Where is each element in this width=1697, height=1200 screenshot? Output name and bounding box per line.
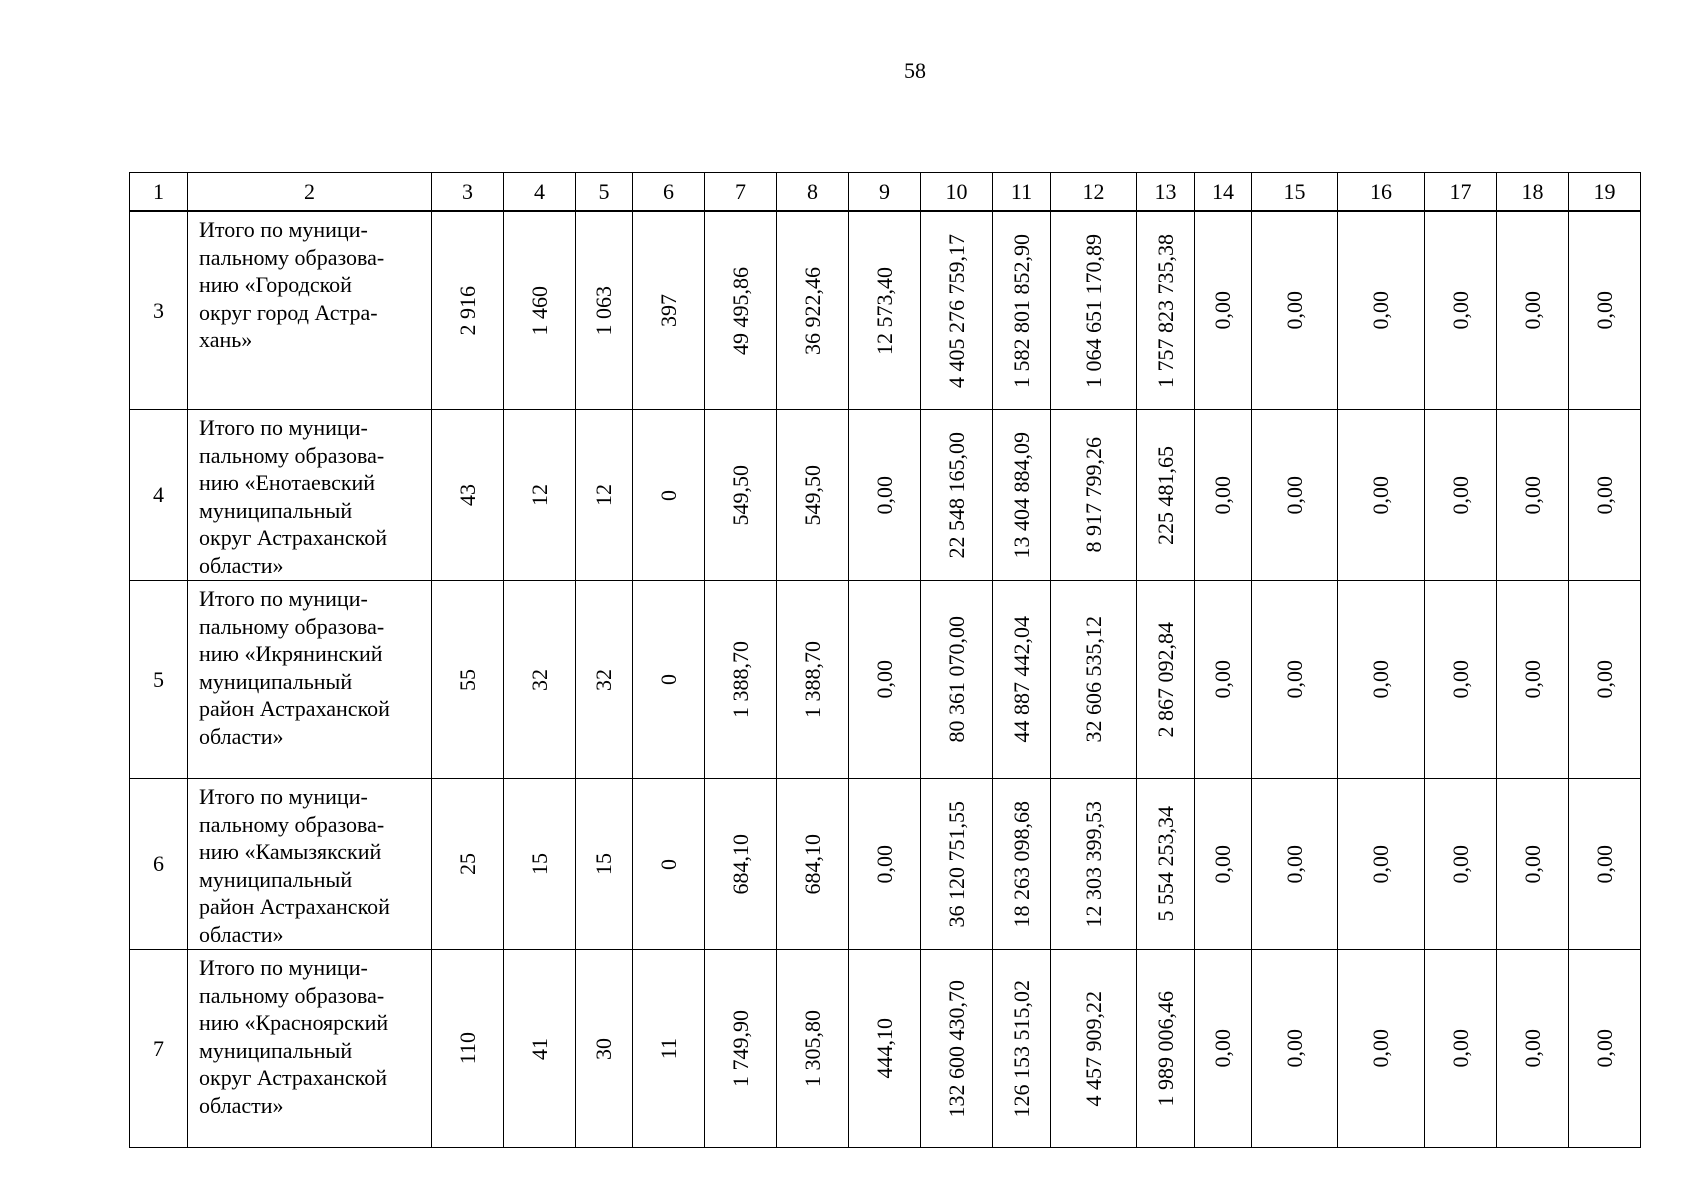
header-cell: 19 bbox=[1569, 173, 1641, 212]
value-text: 55 bbox=[454, 668, 480, 691]
value-cell bbox=[633, 410, 705, 581]
header-cell: 14 bbox=[1195, 173, 1252, 212]
value-cell bbox=[1195, 211, 1252, 410]
value-text: 0 bbox=[655, 674, 681, 685]
value-text: 1 989 006,46 bbox=[1152, 990, 1178, 1107]
value-text: 0,00 bbox=[1591, 475, 1617, 515]
value-text: 44 887 442,04 bbox=[1008, 616, 1034, 743]
value-text: 12 bbox=[591, 484, 616, 506]
value-text: 0,00 bbox=[1368, 475, 1393, 515]
value-text: 0,00 bbox=[1591, 660, 1617, 699]
value-text: 18 263 098,68 bbox=[1008, 800, 1034, 928]
header-cell: 2 bbox=[188, 173, 432, 212]
value-text: 2 916 bbox=[454, 285, 480, 336]
table-row bbox=[130, 410, 1641, 581]
value-text: 36 120 751,55 bbox=[943, 800, 969, 928]
value-cell bbox=[432, 581, 504, 779]
value-cell bbox=[849, 410, 921, 581]
value-text: 0,00 bbox=[1519, 660, 1545, 699]
value-cell bbox=[576, 779, 633, 950]
header-cell: 1 bbox=[130, 173, 188, 212]
value-text: 12 303 399,53 bbox=[1080, 800, 1106, 928]
value-text: 12 bbox=[526, 484, 552, 506]
value-cell bbox=[1137, 950, 1195, 1148]
value-cell bbox=[1425, 950, 1497, 1148]
value-text: 0,00 bbox=[1519, 1029, 1545, 1068]
value-text: 0,00 bbox=[1210, 844, 1235, 884]
value-cell bbox=[432, 410, 504, 581]
value-text: 0,00 bbox=[1591, 844, 1617, 884]
value-cell bbox=[921, 950, 993, 1148]
value-cell bbox=[1569, 581, 1641, 779]
value-cell bbox=[1569, 950, 1641, 1148]
value-text: 0,00 bbox=[1519, 844, 1545, 884]
value-text: 1 388,70 bbox=[799, 641, 825, 718]
value-cell bbox=[1497, 950, 1569, 1148]
header-cell: 3 bbox=[432, 173, 504, 212]
value-cell bbox=[1425, 779, 1497, 950]
value-cell bbox=[1252, 410, 1338, 581]
value-cell bbox=[1252, 950, 1338, 1148]
value-cell bbox=[921, 581, 993, 779]
value-text: 0,00 bbox=[1210, 291, 1235, 330]
row-number: 4 bbox=[130, 410, 188, 581]
row-number: 5 bbox=[130, 581, 188, 779]
value-cell bbox=[1137, 211, 1195, 410]
value-text: 25 bbox=[454, 853, 480, 875]
value-cell bbox=[849, 581, 921, 779]
table-row bbox=[130, 211, 1641, 410]
value-cell bbox=[1497, 410, 1569, 581]
value-text: 32 bbox=[591, 668, 616, 691]
data-table bbox=[129, 172, 1641, 1148]
table-row bbox=[130, 950, 1641, 1148]
value-text: 0 bbox=[655, 858, 681, 870]
value-text: 0,00 bbox=[1368, 660, 1393, 699]
value-cell bbox=[633, 581, 705, 779]
value-cell bbox=[777, 211, 849, 410]
value-text: 49 495,86 bbox=[727, 266, 753, 355]
header-cell: 6 bbox=[633, 173, 705, 212]
value-cell bbox=[993, 581, 1051, 779]
value-text: 12 573,40 bbox=[871, 266, 897, 355]
value-text: 22 548 165,00 bbox=[943, 431, 969, 559]
value-text: 549,50 bbox=[799, 464, 825, 526]
value-cell bbox=[1497, 581, 1569, 779]
value-cell bbox=[1497, 779, 1569, 950]
value-cell bbox=[921, 779, 993, 950]
value-text: 1 749,90 bbox=[727, 1010, 753, 1087]
value-cell bbox=[1338, 950, 1425, 1148]
value-cell bbox=[1195, 581, 1252, 779]
value-text: 5 554 253,34 bbox=[1152, 806, 1178, 922]
header-cell: 12 bbox=[1051, 173, 1137, 212]
value-cell bbox=[921, 211, 993, 410]
value-cell bbox=[633, 779, 705, 950]
value-cell bbox=[1195, 950, 1252, 1148]
value-cell bbox=[1569, 410, 1641, 581]
value-text: 684,10 bbox=[799, 833, 825, 895]
row-number: 7 bbox=[130, 950, 188, 1148]
value-text: 41 bbox=[526, 1037, 552, 1060]
value-cell bbox=[1425, 581, 1497, 779]
value-text: 11 bbox=[655, 1037, 681, 1060]
value-cell bbox=[705, 211, 777, 410]
header-cell: 18 bbox=[1497, 173, 1569, 212]
value-text: 1 582 801 852,90 bbox=[1008, 233, 1034, 388]
value-cell bbox=[1252, 581, 1338, 779]
value-text: 36 922,46 bbox=[799, 266, 825, 355]
value-cell bbox=[1195, 779, 1252, 950]
page-number: 58 bbox=[904, 58, 926, 83]
table-row bbox=[130, 779, 1641, 950]
value-cell bbox=[1569, 211, 1641, 410]
value-text: 0,00 bbox=[1591, 1029, 1617, 1068]
value-text: 126 153 515,02 bbox=[1008, 979, 1034, 1118]
value-text: 0,00 bbox=[1447, 844, 1473, 884]
value-text: 1 063 bbox=[591, 285, 616, 336]
value-text: 0,00 bbox=[1210, 1029, 1235, 1068]
header-cell: 7 bbox=[705, 173, 777, 212]
value-cell bbox=[504, 581, 576, 779]
value-cell bbox=[1051, 211, 1137, 410]
value-cell bbox=[576, 581, 633, 779]
value-text: 0,00 bbox=[1447, 1029, 1473, 1068]
value-cell bbox=[504, 211, 576, 410]
value-cell bbox=[849, 211, 921, 410]
value-text: 397 bbox=[655, 294, 681, 327]
value-text: 30 bbox=[591, 1037, 616, 1060]
value-cell bbox=[705, 779, 777, 950]
value-text: 1 305,80 bbox=[799, 1010, 825, 1087]
value-text: 0,00 bbox=[1210, 660, 1235, 699]
value-cell bbox=[1338, 581, 1425, 779]
municipality-name: Итого по муници- пальному образова- нию «Красноярский муниципальный округ Астраханской области» bbox=[188, 950, 432, 1148]
value-cell bbox=[777, 581, 849, 779]
value-cell bbox=[1252, 211, 1338, 410]
value-cell bbox=[504, 950, 576, 1148]
value-text: 0,00 bbox=[1281, 291, 1307, 330]
value-cell bbox=[1051, 410, 1137, 581]
municipality-name: Итого по муници- пальному образова- нию «Икрянинский муниципальный район Астраханской области» bbox=[188, 581, 432, 779]
value-cell bbox=[705, 410, 777, 581]
value-text: 0,00 bbox=[1281, 475, 1307, 515]
value-cell bbox=[1338, 410, 1425, 581]
value-cell bbox=[777, 950, 849, 1148]
value-text: 0,00 bbox=[1210, 475, 1235, 515]
value-text: 444,10 bbox=[871, 1018, 897, 1079]
value-text: 549,50 bbox=[727, 464, 753, 526]
value-cell bbox=[993, 410, 1051, 581]
value-cell bbox=[849, 950, 921, 1148]
value-text: 0 bbox=[655, 489, 681, 501]
value-text: 0,00 bbox=[1447, 660, 1473, 699]
value-cell bbox=[432, 211, 504, 410]
value-text: 0,00 bbox=[1281, 660, 1307, 699]
row-number: 3 bbox=[130, 211, 188, 410]
value-text: 13 404 884,09 bbox=[1008, 431, 1034, 559]
value-cell bbox=[705, 581, 777, 779]
value-cell bbox=[1137, 581, 1195, 779]
value-text: 32 606 535,12 bbox=[1080, 616, 1106, 743]
header-row bbox=[130, 173, 1641, 212]
value-text: 0,00 bbox=[1368, 844, 1393, 884]
value-cell bbox=[1497, 211, 1569, 410]
value-cell bbox=[1338, 779, 1425, 950]
value-cell bbox=[705, 950, 777, 1148]
value-cell bbox=[993, 950, 1051, 1148]
value-cell bbox=[432, 779, 504, 950]
value-cell bbox=[1338, 211, 1425, 410]
value-text: 0,00 bbox=[1591, 291, 1617, 330]
value-text: 0,00 bbox=[1447, 475, 1473, 515]
value-text: 0,00 bbox=[1519, 291, 1545, 330]
value-text: 225 481,65 bbox=[1152, 445, 1178, 545]
value-cell bbox=[504, 410, 576, 581]
value-cell bbox=[849, 779, 921, 950]
value-cell bbox=[1195, 410, 1252, 581]
value-text: 2 867 092,84 bbox=[1152, 621, 1178, 738]
municipality-name: Итого по муници- пальному образова- нию «Городской округ город Астра- хань» bbox=[188, 211, 432, 410]
value-text: 43 bbox=[454, 484, 480, 506]
value-text: 0,00 bbox=[1368, 1029, 1393, 1068]
value-text: 110 bbox=[454, 1032, 480, 1065]
header-cell: 17 bbox=[1425, 173, 1497, 212]
value-text: 0,00 bbox=[1281, 844, 1307, 884]
value-text: 32 bbox=[526, 668, 552, 691]
value-text: 684,10 bbox=[727, 833, 753, 895]
value-text: 15 bbox=[526, 853, 552, 875]
value-cell bbox=[1051, 581, 1137, 779]
value-text: 1 064 651 170,89 bbox=[1080, 233, 1106, 388]
value-cell bbox=[1051, 779, 1137, 950]
value-cell bbox=[576, 211, 633, 410]
header-cell: 8 bbox=[777, 173, 849, 212]
value-text: 0,00 bbox=[871, 844, 897, 884]
value-cell bbox=[1425, 410, 1497, 581]
value-text: 132 600 430,70 bbox=[943, 979, 969, 1118]
value-cell bbox=[1569, 779, 1641, 950]
header-cell: 16 bbox=[1338, 173, 1425, 212]
header-cell: 11 bbox=[993, 173, 1051, 212]
municipality-name: Итого по муници- пальному образова- нию «Енотаевский муниципальный округ Астраханской области» bbox=[188, 410, 432, 581]
value-text: 0,00 bbox=[1519, 475, 1545, 515]
value-text: 0,00 bbox=[1447, 291, 1473, 330]
value-text: 1 388,70 bbox=[727, 641, 753, 718]
value-text: 4 457 909,22 bbox=[1080, 990, 1106, 1107]
value-text: 0,00 bbox=[1281, 1029, 1307, 1068]
header-cell: 4 bbox=[504, 173, 576, 212]
header-cell: 13 bbox=[1137, 173, 1195, 212]
municipality-name: Итого по муници- пальному образова- нию «Камызякский муниципальный район Астраханской области» bbox=[188, 779, 432, 950]
value-text: 0,00 bbox=[871, 660, 897, 699]
table-row bbox=[130, 581, 1641, 779]
value-text: 1 757 823 735,38 bbox=[1152, 233, 1178, 388]
value-text: 15 bbox=[591, 853, 616, 875]
value-text: 1 460 bbox=[526, 285, 552, 336]
value-cell bbox=[1137, 410, 1195, 581]
value-cell bbox=[921, 410, 993, 581]
header-cell: 5 bbox=[576, 173, 633, 212]
value-cell bbox=[1051, 950, 1137, 1148]
value-cell bbox=[777, 779, 849, 950]
value-text: 0,00 bbox=[1368, 291, 1393, 330]
value-cell bbox=[633, 211, 705, 410]
header-cell: 10 bbox=[921, 173, 993, 212]
value-cell bbox=[576, 950, 633, 1148]
value-cell bbox=[633, 950, 705, 1148]
row-number: 6 bbox=[130, 779, 188, 950]
value-cell bbox=[777, 410, 849, 581]
value-cell bbox=[993, 211, 1051, 410]
header-cell: 9 bbox=[849, 173, 921, 212]
value-text: 4 405 276 759,17 bbox=[943, 233, 969, 388]
value-cell bbox=[432, 950, 504, 1148]
value-text: 8 917 799,26 bbox=[1080, 437, 1106, 553]
value-cell bbox=[576, 410, 633, 581]
value-cell bbox=[1137, 779, 1195, 950]
value-cell bbox=[504, 779, 576, 950]
value-cell bbox=[1425, 211, 1497, 410]
value-cell bbox=[993, 779, 1051, 950]
header-cell: 15 bbox=[1252, 173, 1338, 212]
value-cell bbox=[1252, 779, 1338, 950]
value-text: 80 361 070,00 bbox=[943, 616, 969, 743]
value-text: 0,00 bbox=[871, 475, 897, 515]
